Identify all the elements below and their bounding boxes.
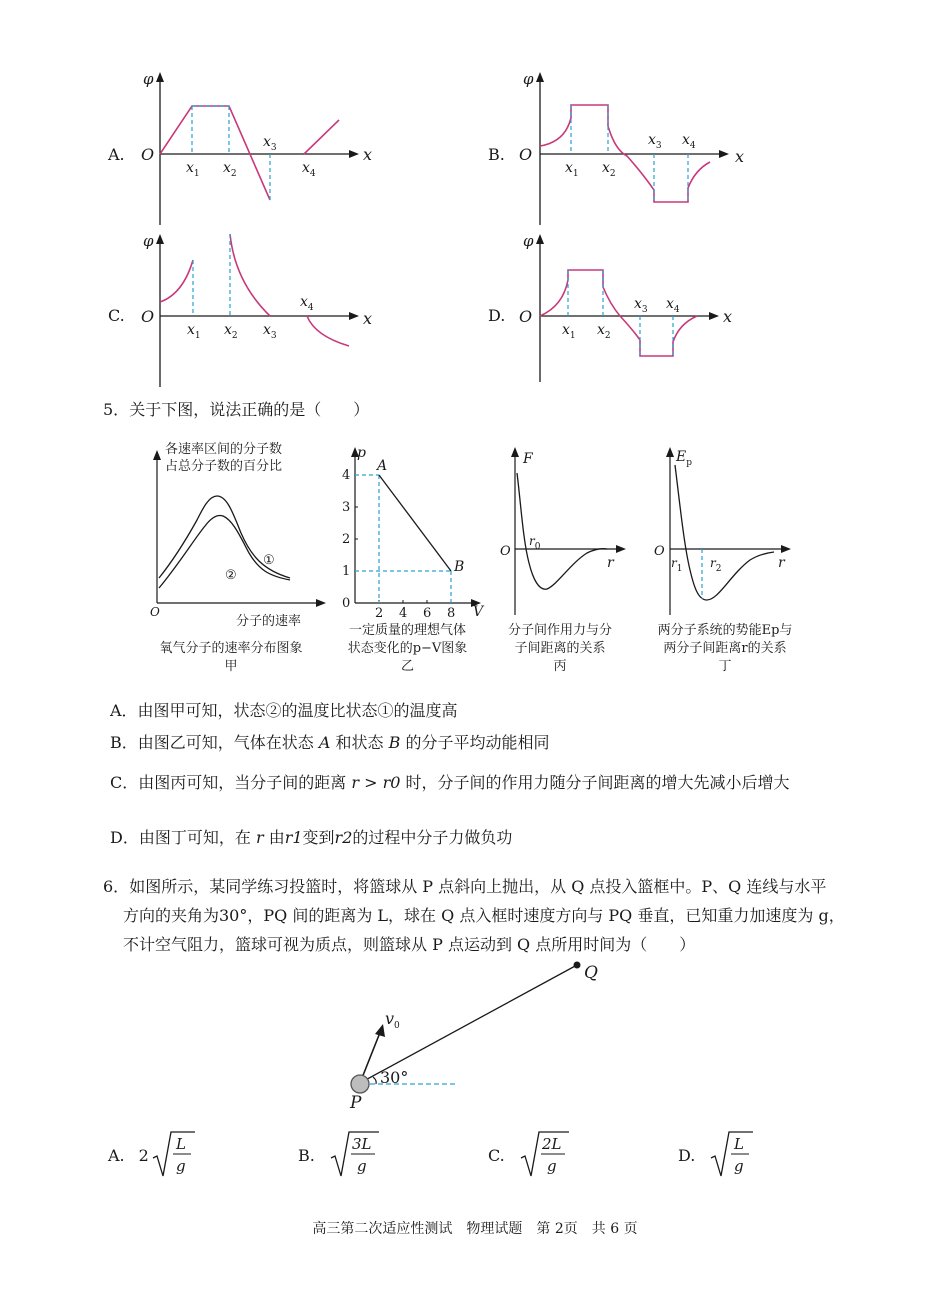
q6-velocity-label: $v_0$ [385, 1009, 400, 1031]
fig-yi-xtick-6: 6 [423, 606, 432, 621]
q6-angle-label: 30° [380, 1068, 409, 1087]
fig-yi-ytick-1: 1 [342, 564, 351, 579]
q6-option-d-den: g [734, 1157, 744, 1175]
fig-yi-caption-line2: 状态变化的p−V图象 [347, 641, 468, 656]
graph-c-ylabel: φ [143, 232, 154, 250]
q5-number: 5． [103, 400, 130, 419]
phi-x-graph-d [515, 232, 765, 392]
fig-yi-ylabel: p [357, 445, 366, 461]
fig-yi-ytick-4: 4 [342, 468, 351, 483]
graph-c-x1: $x_1$ [187, 322, 201, 341]
q5-option-d-mid1: 由 [268, 828, 285, 847]
q5-option-c [110, 773, 790, 793]
q6-option-d-num: L [734, 1135, 745, 1153]
fig-yi-ytick-3: 3 [342, 500, 351, 515]
q6-option-c-letter: C. [488, 1145, 505, 1165]
fig-bing-origin: O [500, 544, 511, 559]
fig-yi-caption-line1: 一定质量的理想气体 [348, 623, 466, 638]
q6-option-c-radical [519, 1130, 569, 1180]
fig-jia-ylabel-line2: 占总分子数的百分比 [165, 459, 283, 474]
q5-option-c-cond: r > r0 [351, 773, 401, 792]
fig-ding-potential-graph [650, 445, 800, 625]
fig-jia-curve1-label: ① [263, 553, 275, 568]
q6-basketball-figure [340, 960, 600, 1113]
q6-option-c-den: g [546, 1157, 557, 1175]
graph-c-origin: O [141, 307, 155, 326]
q6-point-p: P [350, 1093, 362, 1113]
fig-yi-pv-graph [335, 445, 485, 625]
fig-yi-point-a: A [377, 458, 388, 474]
q5-option-d-mid2: 变到 [302, 828, 335, 847]
q5-option-c-post: 时，分子间的作用力随分子间距离的增大先减小后增大 [405, 773, 790, 792]
fig-yi-caption [330, 622, 485, 676]
graph-a-xlabel: x [363, 145, 373, 164]
fig-yi-x-ticks [375, 606, 455, 621]
fig-jia-ylabel-line1: 各速率区间的分子数 [165, 442, 283, 457]
graph-b-xlabel: x [735, 147, 745, 166]
fig-yi-xtick-2: 2 [375, 606, 384, 621]
q5-option-c-pre: C．由图丙可知，当分子间的距离 [110, 773, 347, 792]
q5-option-b-post: 的分子平均动能相同 [405, 733, 550, 752]
graph-a-origin: O [141, 145, 155, 164]
graph-d-origin: O [519, 307, 533, 326]
option-a-label: A. [108, 145, 125, 164]
fig-ding-r1: $r_1$ [671, 556, 683, 574]
q5-option-d-pre: D．由图丁可知，在 [110, 828, 251, 847]
q5-option-b-pre: B．由图乙可知，气体在状态 [110, 733, 314, 752]
graph-a-ylabel: φ [143, 70, 154, 88]
fig-ding-caption [640, 622, 810, 676]
graph-b-x1: $x_1$ [565, 160, 579, 179]
graph-d-x3: $x_3$ [634, 296, 648, 315]
q6-option-a-radical [151, 1130, 195, 1180]
q6-line3: 不计空气阻力，篮球可视为质点，则篮球从 P 点运动到 Q 点所用时间为（ ） [123, 935, 696, 954]
q5-stem [103, 400, 369, 420]
q6-option-c-num: 2L [541, 1135, 562, 1153]
fig-bing-caption-line2: 子间距离的关系 [514, 641, 606, 656]
fig-bing-xlabel: r [607, 555, 614, 571]
graph-b-ylabel: φ [523, 70, 534, 88]
graph-d-x1: $x_1$ [562, 322, 576, 341]
q6-option-a-num: L [175, 1135, 186, 1153]
graph-b-x4: $x_4$ [682, 132, 696, 151]
q5-stem-text: 关于下图，说法正确的是（ ） [129, 400, 370, 419]
graph-b-x2: $x_2$ [602, 160, 616, 179]
fig-bing-force-graph [495, 445, 630, 625]
graph-d-xlabel: x [723, 307, 733, 326]
graph-b-origin: O [519, 145, 533, 164]
fig-yi-ytick-0: 0 [342, 596, 351, 611]
fig-bing-caption-line1: 分子间作用力与分 [507, 623, 612, 638]
q6-option-a-coef: 2 [138, 1145, 149, 1165]
fig-yi-caption-line3: 乙 [400, 659, 414, 674]
graph-a-x1: $x_1$ [186, 160, 200, 179]
graph-a-x3: $x_3$ [263, 134, 277, 153]
graph-c-x2: $x_2$ [224, 322, 238, 341]
fig-ding-caption-line3: 丁 [718, 659, 732, 674]
q5-option-d-r1: r1 [284, 828, 303, 847]
fig-bing-ylabel: F [523, 451, 533, 467]
q6-stem [103, 872, 845, 959]
graph-d-ylabel: φ [523, 232, 534, 250]
fig-ding-origin: O [654, 544, 665, 559]
q5-option-d-r2: r2 [334, 828, 353, 847]
phi-x-graph-c [135, 232, 385, 392]
q6-option-d-radical [709, 1130, 753, 1180]
q6-option-a-letter: A. [108, 1145, 125, 1165]
q5-option-b [110, 733, 550, 753]
q6-line2: 方向的夹角为30°，PQ 间的距离为 L，球在 Q 点入框时速度方向与 PQ 垂直，已知重力加速度为 g， [123, 906, 845, 925]
q5-option-b-a: A [318, 733, 331, 752]
fig-yi-xlabel: V [473, 604, 484, 620]
fig-yi-xtick-4: 4 [399, 606, 408, 621]
page-footer: 高三第二次适应性测试 物理试题 第 2页 共 6 页 [312, 1221, 638, 1237]
q6-number: 6． [103, 877, 130, 896]
q6-option-a-den: g [175, 1157, 186, 1175]
fig-yi-xtick-8: 8 [447, 606, 456, 621]
q5-option-d-post: 的过程中分子力做负功 [352, 828, 513, 847]
q5-option-a: A．由图甲可知，状态②的温度比状态①的温度高 [110, 701, 458, 720]
q6-option-c [488, 1130, 569, 1180]
fig-ding-xlabel: r [778, 555, 785, 571]
fig-yi-point-b: B [454, 559, 465, 575]
q5-option-d [110, 828, 512, 848]
fig-bing-caption [490, 622, 630, 676]
q6-option-d [678, 1130, 753, 1180]
graph-d-x4: $x_4$ [666, 296, 680, 315]
q6-option-b [298, 1130, 379, 1180]
q5-option-b-mid: 和状态 [335, 733, 384, 752]
q6-point-q: Q [584, 963, 598, 983]
q6-option-b-radical [329, 1130, 379, 1180]
fig-ding-r2: $r_2$ [710, 556, 722, 574]
fig-jia-origin: O [150, 605, 160, 619]
graph-c-x4: $x_4$ [300, 294, 314, 313]
q6-option-a [108, 1130, 195, 1180]
q6-option-b-letter: B. [298, 1145, 315, 1165]
graph-d-x2: $x_2$ [597, 322, 611, 341]
q6-option-b-num: 3L [351, 1135, 372, 1153]
phi-x-graph-b [515, 70, 765, 230]
fig-ding-caption-line2: 两分子间距离r的关系 [663, 641, 787, 656]
fig-jia-caption-line1: 氧气分子的速率分布图象 [159, 641, 303, 656]
graph-b-x3: $x_3$ [648, 132, 662, 151]
q6-option-d-letter: D. [678, 1145, 696, 1165]
fig-ding-caption-line1: 两分子系统的势能Ep与 [657, 623, 793, 638]
option-b-label: B. [488, 145, 505, 164]
option-c-label: C. [108, 306, 125, 325]
option-d-label: D. [488, 306, 506, 325]
graph-a-x4: $x_4$ [302, 160, 316, 179]
q5-option-b-b: B [388, 733, 401, 752]
fig-jia-curve2-label: ② [225, 568, 237, 583]
q6-option-b-den: g [356, 1157, 367, 1175]
fig-jia-xlabel: 分子的速率 [236, 614, 302, 629]
graph-a-x2: $x_2$ [223, 160, 237, 179]
fig-jia-caption [142, 640, 320, 676]
fig-yi-y-ticks [342, 468, 350, 611]
fig-yi-ytick-2: 2 [342, 532, 351, 547]
graph-c-xlabel: x [363, 309, 373, 328]
fig-bing-r0: $r_0$ [529, 534, 541, 552]
q6-line1: 如图所示，某同学练习投篮时，将篮球从 P 点斜向上抛出，从 Q 点投入篮框中。P、Q 连线与水平 [129, 877, 827, 896]
graph-c-x3: $x_3$ [263, 322, 277, 341]
fig-bing-caption-line3: 丙 [553, 659, 567, 674]
q5-option-d-r: r [255, 828, 264, 847]
fig-jia-ylabel [165, 441, 282, 475]
phi-x-graph-a [135, 70, 385, 230]
fig-jia-caption-line2: 甲 [224, 659, 238, 674]
fig-ding-ylabel: $E_p$ [676, 449, 692, 468]
